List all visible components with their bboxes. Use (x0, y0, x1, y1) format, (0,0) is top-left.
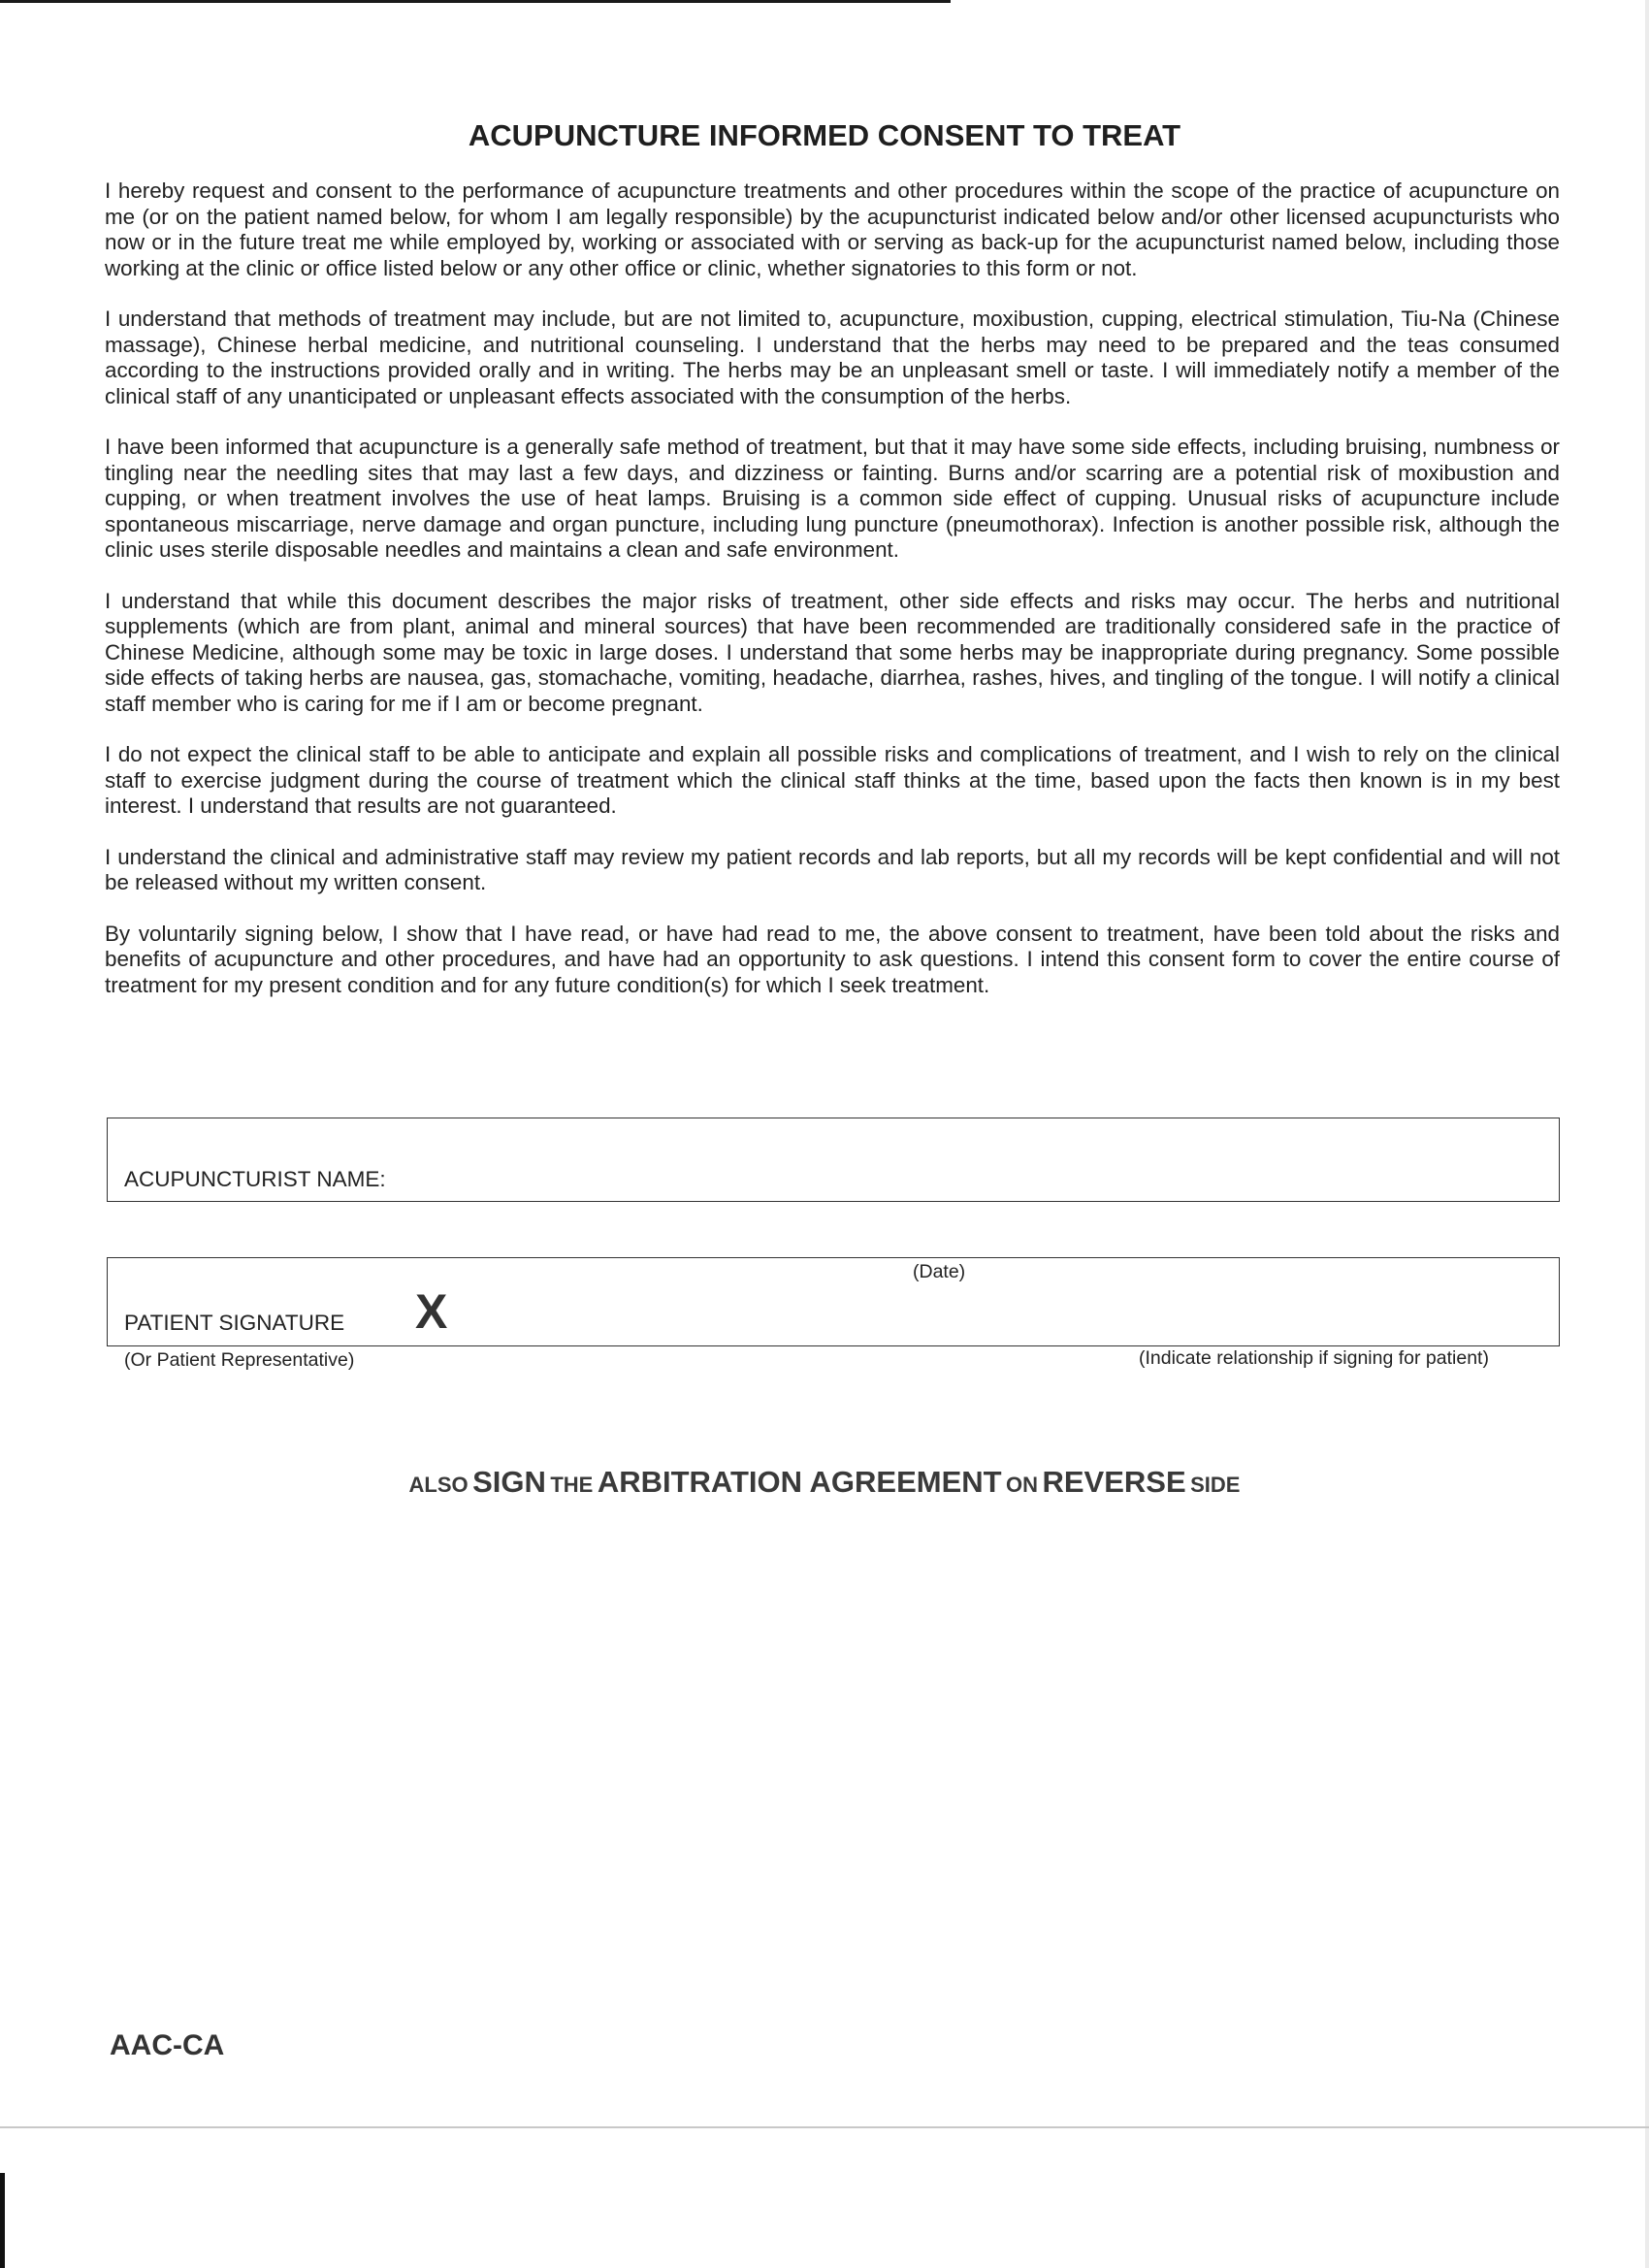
acupuncturist-name-field[interactable] (107, 1118, 1560, 1202)
patient-signature-label: PATIENT SIGNATURE (124, 1311, 345, 1335)
scan-edge-bottom (0, 2126, 1649, 2128)
scan-edge-left (0, 2173, 5, 2268)
signature-x-mark: X (415, 1284, 448, 1339)
paragraph-other-risks: I understand that while this document describes the major risks of treatment, other side effects and risks may occur. The herbs and nutritional supplements (which are from plant, animal and mineral sources) that have been recommended are traditionally considered safe in the practice of Chinese Medicine, although some may be toxic in large doses. I understand that some herbs may be inappropriate during pregnancy. Some possible side effects of taking herbs are nausea, gas, stomachache, vomiting, headache, diarrhea, rashes, hives, and tingling of the tongue. I will notify a clinical staff member who is caring for me if I am or become pregnant. (105, 588, 1560, 716)
relationship-note: (Indicate relationship if signing for patient) (1139, 1347, 1489, 1369)
arbitration-notice (0, 1465, 1649, 1500)
paragraph-side-effects: I have been informed that acupuncture is a generally safe method of treatment, but that it may have some side effects, including bruising, numbness or tingling near the needling sites that may last a few days, and dizziness or fainting. Burns and/or scarring are a potential risk of moxibustion and cupping, or when treatment involves the use of heat lamps. Bruising is a common side effect of cupping. Unusual risks of acupuncture include spontaneous miscarriage, nerve damage and organ puncture, including lung puncture (pneumothorax). Infection is another possible risk, although the clinic uses sterile disposable needles and maintains a clean and safe environment. (105, 435, 1560, 562)
paragraph-judgment: I do not expect the clinical staff to be able to anticipate and explain all possible risks and complications of treatment, and I wish to rely on the clinical staff to exercise judgment during the course of treatment which the clinical staff thinks at the time, based upon the facts then known is in my best interest. I understand that results are not guaranteed. (105, 742, 1560, 818)
notice-word: ARBITRATION AGREEMENT (597, 1465, 1002, 1499)
notice-word: SIDE (1190, 1473, 1241, 1497)
paragraph-records: I understand the clinical and administrative staff may review my patient records and lab reports, but all my records will be kept confidential and will not be released without my written consent. (105, 844, 1560, 894)
notice-word: SIGN (472, 1465, 546, 1499)
notice-word: REVERSE (1042, 1465, 1186, 1499)
consent-body (105, 178, 1560, 1023)
notice-word: THE (550, 1473, 594, 1497)
representative-note: (Or Patient Representative) (124, 1349, 355, 1371)
acupuncturist-name-label: ACUPUNCTURIST NAME: (124, 1167, 386, 1191)
form-code: AAC-CA (110, 2029, 225, 2061)
notice-word: ON (1006, 1473, 1039, 1497)
notice-word: ALSO (408, 1473, 469, 1497)
scan-edge-top (0, 0, 951, 3)
paragraph-treatment-methods: I understand that methods of treatment may include, but are not limited to, acupuncture, moxibustion, cupping, electrical stimulation, Tiu-Na (Chinese massage), Chinese herbal medicine, and nutritional counseling. I understand that the herbs may need to be prepared and the teas consumed according to the instructions provided orally and in writing. The herbs may be an unpleasant smell or taste. I will immediately notify a member of the clinical staff of any unanticipated or unpleasant effects associated with the consumption of the herbs. (105, 307, 1560, 408)
paragraph-voluntary-signing: By voluntarily signing below, I show that I have read, or have had read to me, the above consent to treatment, have been told about the risks and benefits of acupuncture and other procedures, and have had an opportunity to ask questions. I intend this consent form to cover the entire course of treatment for my present condition and for any future condition(s) for which I seek treatment. (105, 921, 1560, 997)
patient-signature-field[interactable] (107, 1257, 1560, 1346)
scan-edge-right (1645, 0, 1649, 2268)
date-label: (Date) (913, 1261, 966, 1282)
paragraph-consent-request: I hereby request and consent to the performance of acupuncture treatments and other procedures within the scope of the practice of acupuncture on me (or on the patient named below, for whom I am legally responsible) by the acupuncturist indicated below and/or other licensed acupuncturists who now or in the future treat me while employed by, working or associated with or serving as back-up for the acupuncturist named below, including those working at the clinic or office listed below or any other office or clinic, whether signatories to this form or not. (105, 178, 1560, 280)
page-title: ACUPUNCTURE INFORMED CONSENT TO TREAT (468, 118, 1181, 152)
